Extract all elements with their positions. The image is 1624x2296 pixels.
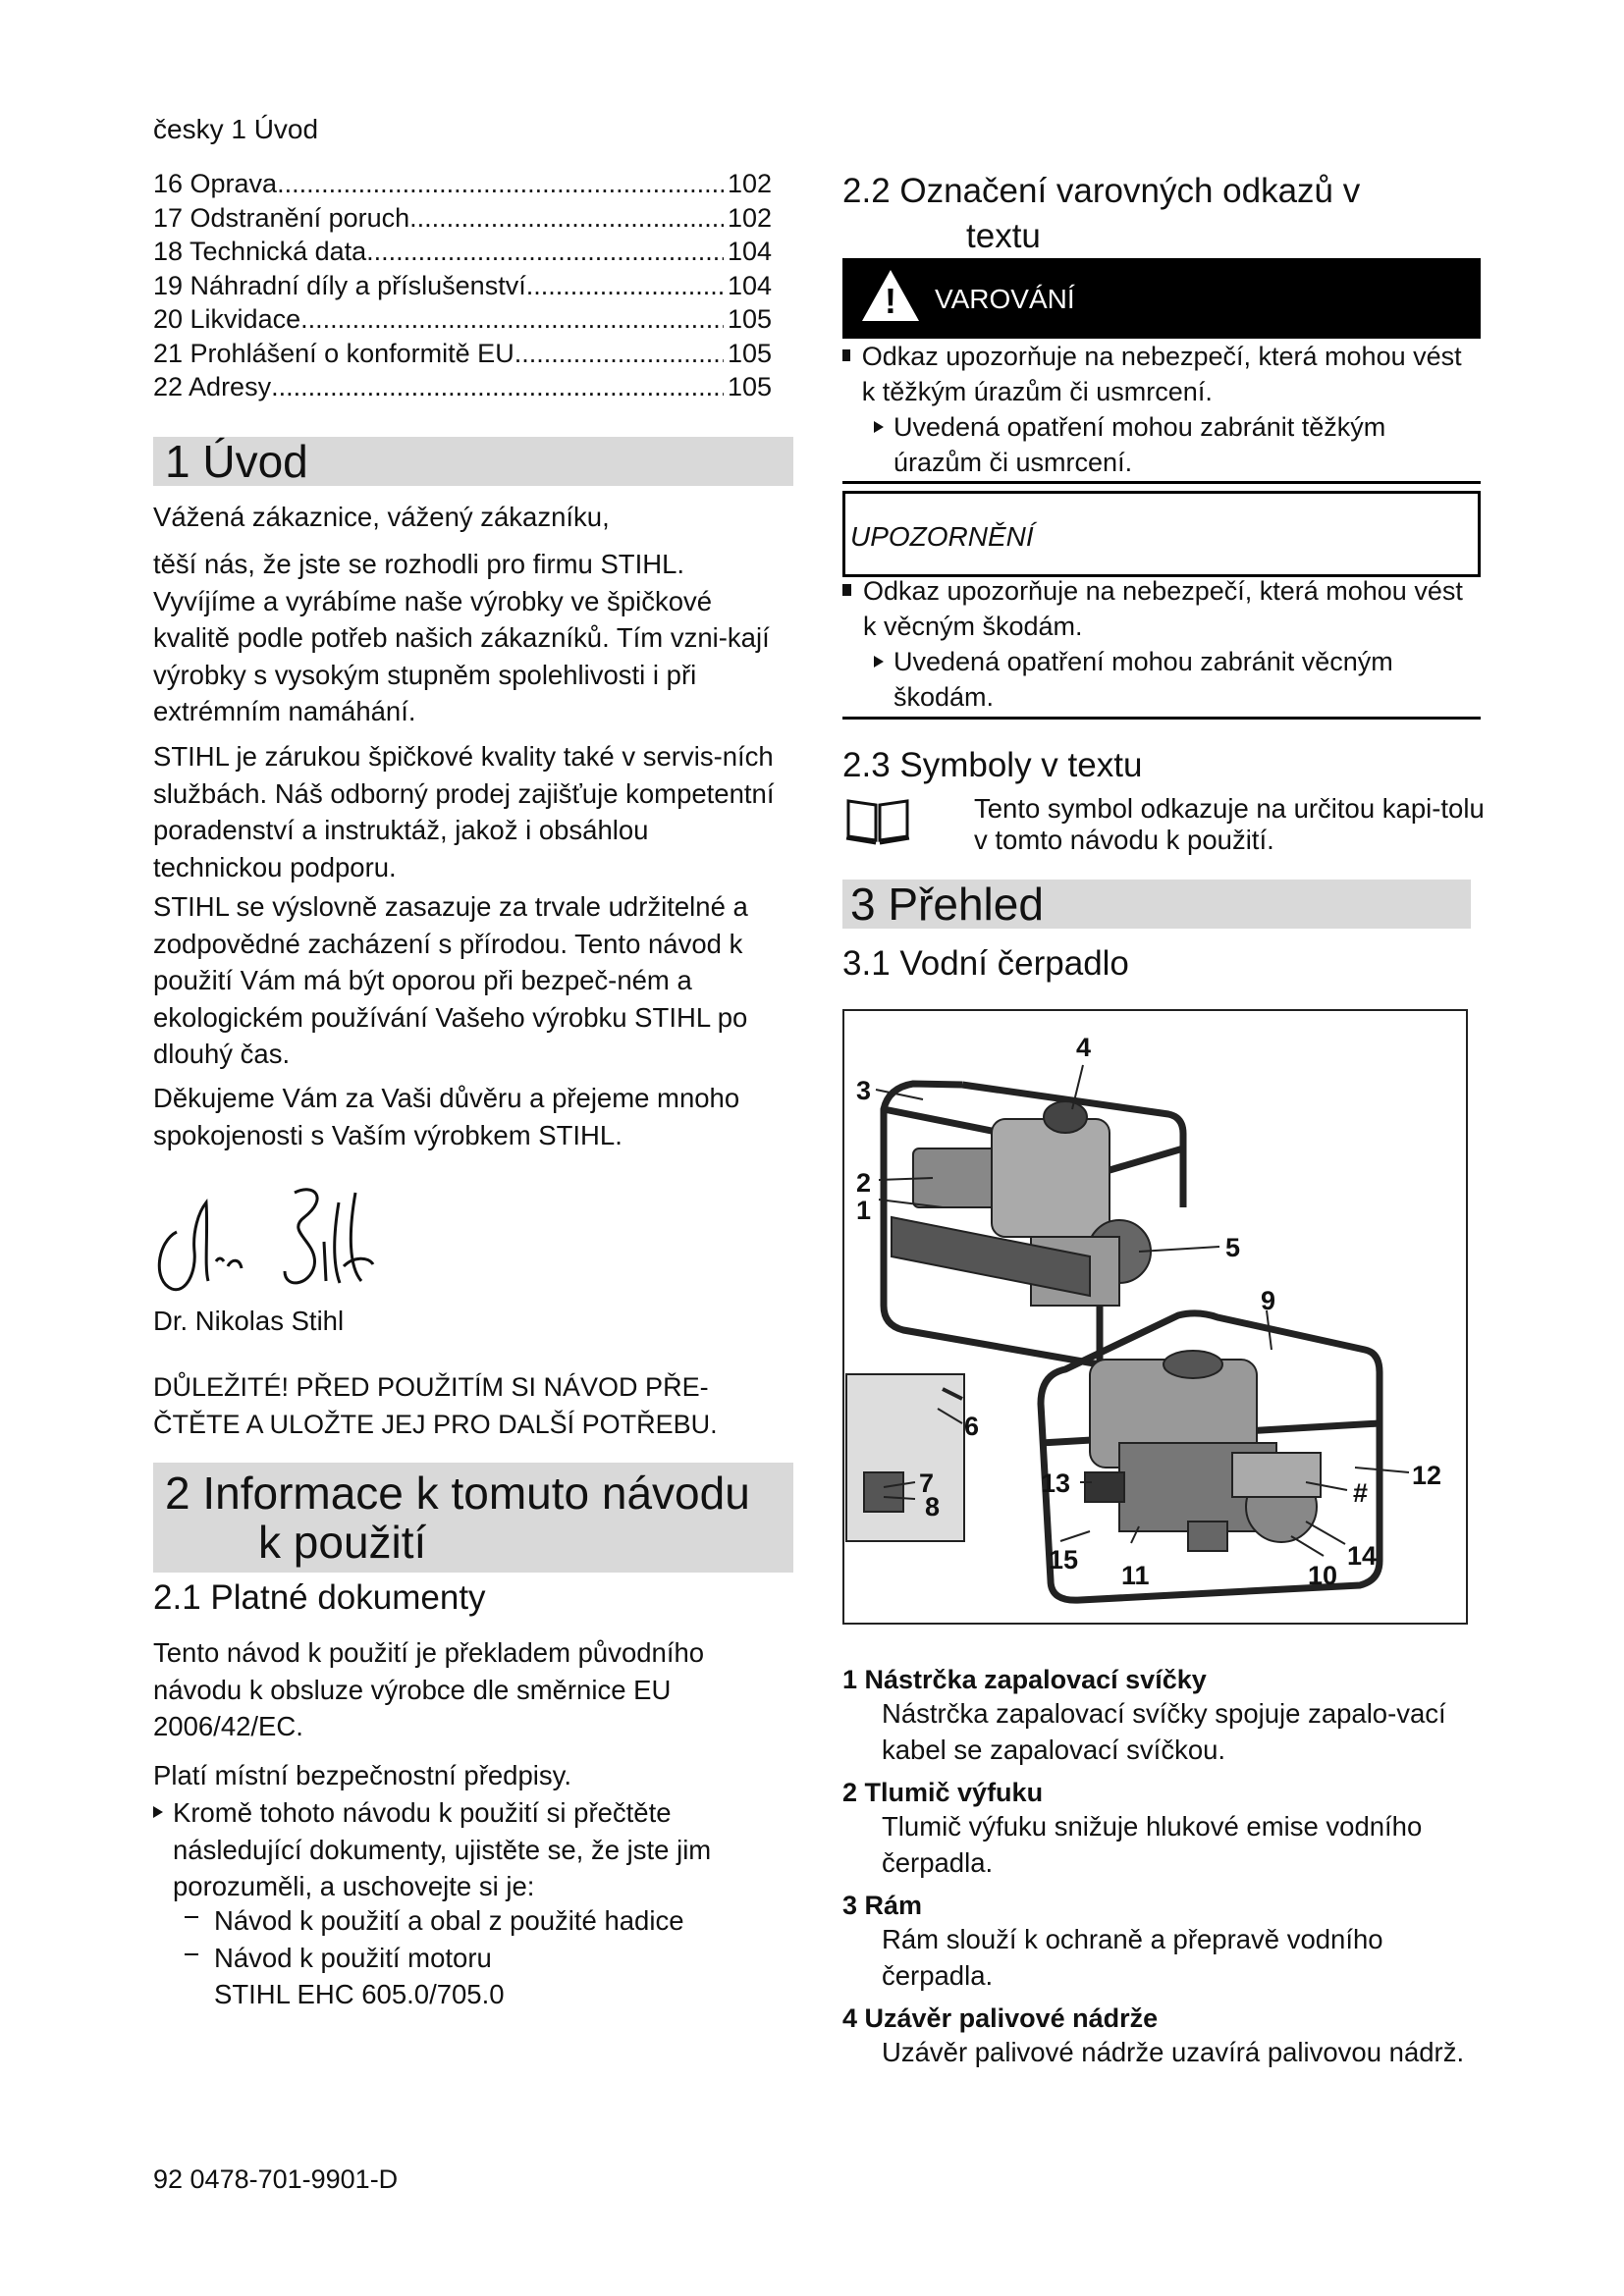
warning-text: Odkaz upozorňuje na nebezpečí, která mohou vést k těžkým úrazům či usmrcení. xyxy=(861,342,1462,406)
section-2-heading-line1: 2 Informace k tomuto návodu xyxy=(165,1468,750,1519)
intro-paragraph-1: těší nás, že jste se rozhodli pro firmu STIHL. Vyvíjíme a vyrábíme naše výrobky ve špičkové kvalitě podle potřeb našich zákazníků. Tím vzni-kají výrobky s vysokým stupněm spolehlivosti i při extrémním namáhání. xyxy=(153,549,770,726)
signature-image xyxy=(147,1173,383,1301)
section-3-heading: 3 Přehled xyxy=(842,880,1471,929)
section-2-1-para2: Platí místní bezpečnostní předpisy. xyxy=(153,1760,571,1790)
figure-label: 12 xyxy=(1412,1461,1442,1490)
toc-entry xyxy=(153,337,772,371)
legend-description: Rám slouží k ochraně a přepravě vodního čerpadla. xyxy=(882,1924,1383,1991)
warning-label: VAROVÁNÍ xyxy=(935,284,1075,314)
intro-paragraph-3: STIHL se výslovně zasazuje za trvale udržitelné a zodpovědné zacházení s přírodou. Tento návod k použití Vám má být oporou při bezpeč-ném a ekologickém používání Vašeho výrobku STIHL po dlouhý čas. xyxy=(153,891,748,1069)
legend-title: 1 Nástrčka zapalovací svíčky xyxy=(842,1665,1207,1694)
toc-title: 17 Odstranění poruch xyxy=(153,202,410,233)
section-2-heading xyxy=(153,1463,793,1573)
toc-page-number: 104 xyxy=(727,270,772,300)
toc-page-number: 105 xyxy=(727,372,772,401)
figure-label: 2 xyxy=(856,1168,872,1198)
figure-label: 6 xyxy=(964,1412,980,1441)
bullet-square-icon xyxy=(842,349,850,361)
arrow-icon xyxy=(874,421,884,433)
figure-label: 8 xyxy=(925,1492,941,1522)
dash-icon xyxy=(185,1916,198,1918)
figure-label: 4 xyxy=(1076,1033,1092,1062)
bullet-square-icon xyxy=(842,584,851,596)
toc-title: 18 Technická data xyxy=(153,237,367,266)
action-text: Kromě tohoto návodu k použití si přečtěte následující dokumenty, ujistěte se, že jste jim porozuměli, a uschovejte si je: xyxy=(173,1797,712,1901)
intro-paragraph-4: Děkujeme Vám za Vaši důvěru a přejeme mnoho spokojenosti s Vaším výrobkem STIHL. xyxy=(153,1083,740,1150)
list-item: Návod k použití a obal z použité hadice xyxy=(214,1905,684,1936)
figure-label: 1 xyxy=(856,1196,872,1225)
legend-title: 2 Tlumič výfuku xyxy=(842,1778,1044,1807)
toc-page-number: 102 xyxy=(727,202,772,233)
section-2-3-heading: 2.3 Symboly v textu xyxy=(842,746,1143,784)
legend-title: 3 Rám xyxy=(842,1891,923,1920)
toc-page-number: 104 xyxy=(727,237,772,266)
section-2-2-heading xyxy=(842,169,1360,259)
section-2-1-heading: 2.1 Platné dokumenty xyxy=(153,1578,486,1617)
legend-description: Nástrčka zapalovací svíčky spojuje zapalo-vací kabel se zapalovací svíčkou. xyxy=(882,1698,1446,1765)
toc-title: 21 Prohlášení o konformitě EU xyxy=(153,338,514,368)
warning-banner: ! VAROVÁNÍ xyxy=(842,258,1481,339)
signer-name: Dr. Nikolas Stihl xyxy=(153,1306,345,1336)
section-2-heading-line2: k použití xyxy=(258,1517,427,1568)
toc-leader xyxy=(271,370,724,404)
figure-label: 13 xyxy=(1041,1468,1071,1498)
important-notice: DŮLEŽITÉ! PŘED POUŽITÍM SI NÁVOD PŘE-ČTĚTE A ULOŽTE JEJ PRO DALŠÍ POTŘEBU. xyxy=(153,1372,718,1439)
toc-leader xyxy=(366,235,724,269)
legend-description: Tlumič výfuku snižuje hlukové emise vodního čerpadla. xyxy=(882,1811,1423,1878)
notice-text-block xyxy=(842,573,1481,715)
figure-label: 5 xyxy=(1225,1233,1241,1262)
section-2-2-heading-line2: textu xyxy=(966,217,1041,255)
section-2-2-heading-line1: 2.2 Označení varovných odkazů v xyxy=(842,172,1361,210)
figure-label: 7 xyxy=(919,1468,935,1498)
intro-paragraph-2: STIHL je zárukou špičkové kvality také v servis-ních službách. Náš odborný prodej zajišťuje kompetentní poradenství a instruktáž, jakož i obsáhlou technickou podporu. xyxy=(153,741,775,882)
toc-entry xyxy=(153,302,772,337)
figure-label: # xyxy=(1353,1478,1369,1508)
toc-leader xyxy=(277,167,724,201)
toc-entry xyxy=(153,269,772,303)
toc-leader xyxy=(300,302,724,337)
document-number: 92 0478-701-9901-D xyxy=(153,2164,399,2194)
section-2-1-action xyxy=(153,1794,782,1905)
section-2-1-para1: Tento návod k použití je překladem původního návodu k obsluze výrobce dle směrnice EU 2006/42/EC. xyxy=(153,1637,705,1741)
warning-text-block xyxy=(842,339,1481,480)
figure-label: 10 xyxy=(1308,1561,1338,1590)
toc-title: 20 Likvidace xyxy=(153,304,301,334)
toc-entry xyxy=(153,370,772,404)
toc-leader xyxy=(526,269,724,303)
greeting: Vážená zákaznice, vážený zákazníku, xyxy=(153,502,610,532)
arrow-icon xyxy=(874,656,884,667)
figure-label: 15 xyxy=(1049,1545,1079,1575)
pump-figure xyxy=(842,1009,1468,1625)
legend-description: Uzávěr palivové nádrže uzavírá palivovou nádrž. xyxy=(882,2037,1465,2067)
running-head: česky 1 Úvod xyxy=(153,114,319,144)
pump-illustration xyxy=(844,1011,1466,1623)
list-item: Návod k použití motoru STIHL EHC 605.0/705.0 xyxy=(214,1942,505,2009)
book-icon xyxy=(844,795,911,846)
toc-entry xyxy=(153,201,772,236)
toc-leader xyxy=(409,201,724,236)
toc-leader xyxy=(514,337,724,371)
figure-legend xyxy=(842,1665,1481,2070)
dash-icon xyxy=(185,1953,198,1955)
document-list xyxy=(185,1902,774,2013)
notice-banner xyxy=(842,491,1481,577)
notice-text: Odkaz upozorňuje na nebezpečí, která mohou vést k věcným škodám. xyxy=(862,576,1463,641)
warning-action: Uvedená opatření mohou zabránit těžkým úrazům či usmrcení. xyxy=(893,412,1386,477)
divider xyxy=(842,481,1481,484)
notice-label: UPOZORNĚNÍ xyxy=(850,521,1034,552)
figure-label: 3 xyxy=(856,1076,872,1105)
toc-page-number: 105 xyxy=(727,304,772,334)
table-of-contents xyxy=(153,167,772,404)
toc-entry xyxy=(153,167,772,201)
figure-label: 14 xyxy=(1347,1541,1378,1571)
figure-label: 11 xyxy=(1121,1561,1150,1590)
legend-title: 4 Uzávěr palivové nádrže xyxy=(842,2003,1159,2033)
toc-title: 19 Náhradní díly a příslušenství xyxy=(153,270,526,300)
toc-page-number: 105 xyxy=(727,338,772,368)
arrow-icon xyxy=(153,1806,163,1818)
section-1-heading: 1 Úvod xyxy=(153,437,793,486)
toc-title: 16 Oprava xyxy=(153,169,278,198)
symbol-description: Tento symbol odkazuje na určitou kapi-tolu v tomto návodu k použití. xyxy=(974,793,1485,855)
toc-entry xyxy=(153,235,772,269)
divider xyxy=(842,717,1481,720)
toc-title: 22 Adresy xyxy=(153,372,272,401)
section-3-1-heading: 3.1 Vodní čerpadlo xyxy=(842,944,1129,983)
notice-action: Uvedená opatření mohou zabránit věcným škodám. xyxy=(893,647,1393,712)
toc-page-number: 102 xyxy=(727,169,772,198)
figure-label: 9 xyxy=(1261,1286,1276,1315)
